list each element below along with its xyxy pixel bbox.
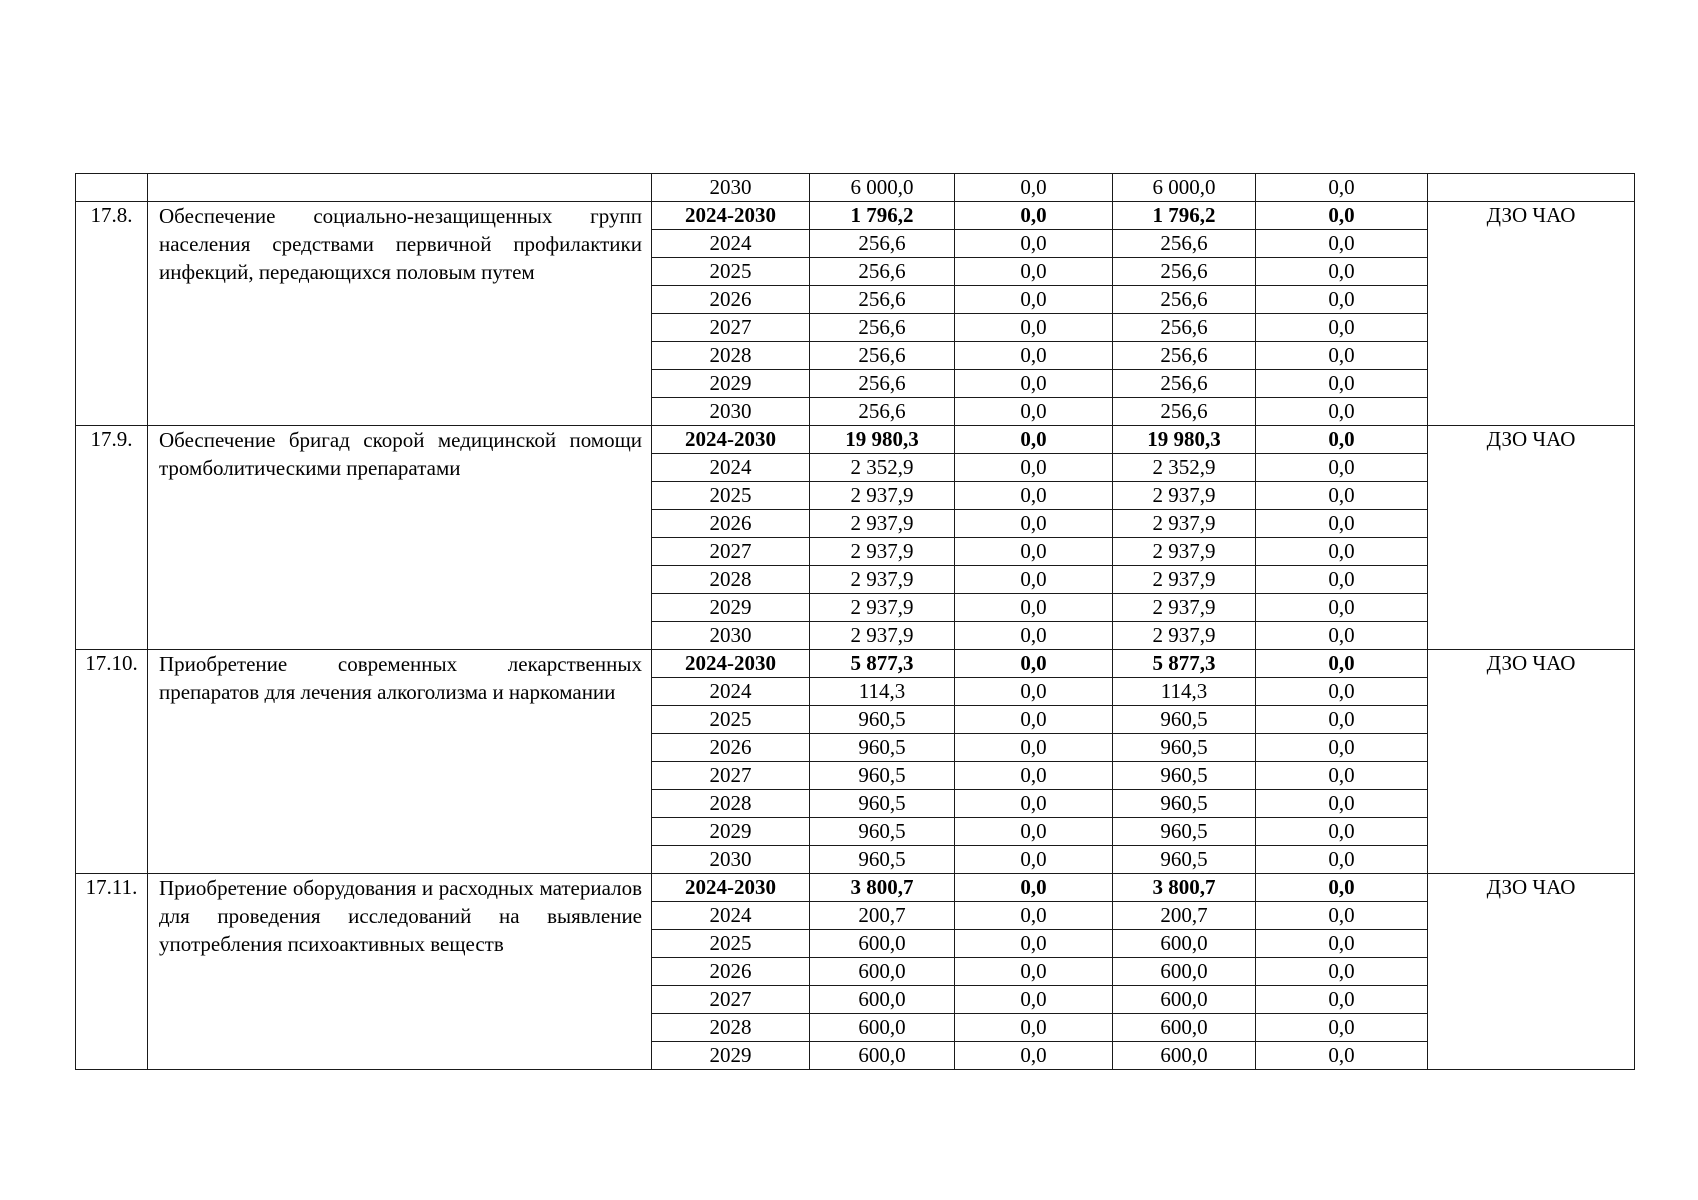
value-cell: 0,0 (955, 594, 1113, 622)
value-cell: 2 937,9 (810, 538, 955, 566)
value-cell: 0,0 (1256, 314, 1428, 342)
value-cell: 2 937,9 (1113, 538, 1256, 566)
period-cell: 2028 (652, 566, 810, 594)
value-cell: 114,3 (1113, 678, 1256, 706)
value-cell: 0,0 (955, 342, 1113, 370)
section-number: 17.9. (76, 426, 148, 650)
value-cell: 0,0 (1256, 958, 1428, 986)
value-cell: 5 877,3 (810, 650, 955, 678)
value-cell: 256,6 (1113, 314, 1256, 342)
value-cell: 960,5 (810, 706, 955, 734)
value-cell: 2 937,9 (810, 566, 955, 594)
value-cell: 960,5 (1113, 846, 1256, 874)
value-cell: 0,0 (1256, 818, 1428, 846)
organization-cell: ДЗО ЧАО (1428, 874, 1635, 1070)
value-cell: 0,0 (1256, 538, 1428, 566)
value-cell: 256,6 (1113, 398, 1256, 426)
table-row (76, 174, 1635, 202)
value-cell: 0,0 (1256, 370, 1428, 398)
period-cell: 2024-2030 (652, 202, 810, 230)
value-cell: 960,5 (1113, 734, 1256, 762)
value-cell: 2 937,9 (810, 622, 955, 650)
section-description: Приобретение оборудования и расходных материалов для проведения исследований на выявление употребления психоактивных веществ (148, 874, 652, 1070)
value-cell: 600,0 (810, 1042, 955, 1070)
value-cell: 0,0 (1256, 874, 1428, 902)
value-cell: 0,0 (1256, 426, 1428, 454)
value-cell: 0,0 (1256, 678, 1428, 706)
period-cell: 2025 (652, 258, 810, 286)
period-cell: 2024 (652, 902, 810, 930)
value-cell: 256,6 (1113, 370, 1256, 398)
value-cell: 0,0 (955, 566, 1113, 594)
period-cell: 2029 (652, 818, 810, 846)
value-cell: 0,0 (955, 482, 1113, 510)
value-cell: 0,0 (955, 874, 1113, 902)
value-cell: 0,0 (955, 734, 1113, 762)
description-cell (148, 174, 652, 202)
value-cell: 0,0 (1256, 510, 1428, 538)
value-cell: 200,7 (810, 902, 955, 930)
organization-cell: ДЗО ЧАО (1428, 650, 1635, 874)
total-row (76, 874, 1635, 902)
value-cell: 256,6 (810, 314, 955, 342)
value-cell: 0,0 (955, 398, 1113, 426)
value-cell: 2 937,9 (1113, 594, 1256, 622)
value-cell: 0,0 (955, 818, 1113, 846)
value-cell: 256,6 (810, 286, 955, 314)
value-cell: 0,0 (955, 846, 1113, 874)
value-cell: 960,5 (1113, 790, 1256, 818)
section-number: 17.11. (76, 874, 148, 1070)
value-cell: 0,0 (1256, 986, 1428, 1014)
period-cell: 2024 (652, 230, 810, 258)
period-cell: 2030 (652, 398, 810, 426)
period-cell: 2027 (652, 986, 810, 1014)
section-description: Приобретение современных лекарственных препаратов для лечения алкоголизма и наркомании (148, 650, 652, 874)
period-cell: 2027 (652, 314, 810, 342)
value-cell: 5 877,3 (1113, 650, 1256, 678)
value-cell: 19 980,3 (1113, 426, 1256, 454)
value-cell: 2 937,9 (1113, 482, 1256, 510)
value-cell: 0,0 (955, 1042, 1113, 1070)
table-body (76, 174, 1635, 1070)
section-description: Обеспечение бригад скорой медицинской помощи тромболитическими препаратами (148, 426, 652, 650)
value-cell: 3 800,7 (1113, 874, 1256, 902)
value-cell: 0,0 (955, 370, 1113, 398)
value-cell: 6 000,0 (1113, 174, 1256, 202)
value-cell: 0,0 (1256, 174, 1428, 202)
value-cell: 0,0 (1256, 650, 1428, 678)
period-cell: 2024-2030 (652, 874, 810, 902)
value-cell: 2 937,9 (1113, 622, 1256, 650)
value-cell: 0,0 (1256, 230, 1428, 258)
period-cell: 2024 (652, 678, 810, 706)
value-cell: 1 796,2 (1113, 202, 1256, 230)
period-cell: 2028 (652, 1014, 810, 1042)
period-cell: 2030 (652, 174, 810, 202)
value-cell: 0,0 (1256, 790, 1428, 818)
value-cell: 2 937,9 (810, 510, 955, 538)
value-cell: 1 796,2 (810, 202, 955, 230)
value-cell: 0,0 (955, 202, 1113, 230)
value-cell: 0,0 (1256, 734, 1428, 762)
value-cell: 2 937,9 (1113, 510, 1256, 538)
value-cell: 0,0 (1256, 1042, 1428, 1070)
value-cell: 960,5 (810, 846, 955, 874)
value-cell: 0,0 (1256, 202, 1428, 230)
organization-cell: ДЗО ЧАО (1428, 426, 1635, 650)
period-cell: 2026 (652, 510, 810, 538)
value-cell: 960,5 (810, 734, 955, 762)
period-cell: 2026 (652, 734, 810, 762)
value-cell: 0,0 (955, 286, 1113, 314)
section-number: 17.8. (76, 202, 148, 426)
period-cell: 2024-2030 (652, 426, 810, 454)
period-cell: 2025 (652, 482, 810, 510)
value-cell: 0,0 (955, 426, 1113, 454)
period-cell: 2026 (652, 286, 810, 314)
period-cell: 2030 (652, 846, 810, 874)
period-cell: 2024-2030 (652, 650, 810, 678)
period-cell: 2028 (652, 342, 810, 370)
value-cell: 6 000,0 (810, 174, 955, 202)
period-cell: 2024 (652, 454, 810, 482)
value-cell: 0,0 (955, 622, 1113, 650)
value-cell: 600,0 (810, 1014, 955, 1042)
value-cell: 2 937,9 (1113, 566, 1256, 594)
value-cell: 256,6 (810, 342, 955, 370)
value-cell: 0,0 (1256, 762, 1428, 790)
organization-cell: ДЗО ЧАО (1428, 202, 1635, 426)
period-cell: 2030 (652, 622, 810, 650)
value-cell: 600,0 (1113, 1014, 1256, 1042)
value-cell: 960,5 (1113, 818, 1256, 846)
value-cell: 0,0 (1256, 566, 1428, 594)
value-cell: 0,0 (955, 986, 1113, 1014)
value-cell: 600,0 (1113, 986, 1256, 1014)
value-cell: 0,0 (955, 678, 1113, 706)
funding-table (75, 173, 1635, 1070)
section-number: 17.10. (76, 650, 148, 874)
value-cell: 0,0 (955, 650, 1113, 678)
period-cell: 2029 (652, 1042, 810, 1070)
section-description: Обеспечение социально-незащищенных групп населения средствами первичной профилактики инфекций, передающихся половым путем (148, 202, 652, 426)
value-cell: 0,0 (1256, 622, 1428, 650)
value-cell: 0,0 (955, 902, 1113, 930)
value-cell: 600,0 (1113, 930, 1256, 958)
value-cell: 0,0 (955, 314, 1113, 342)
value-cell: 0,0 (955, 258, 1113, 286)
value-cell: 0,0 (955, 762, 1113, 790)
value-cell: 0,0 (1256, 846, 1428, 874)
value-cell: 0,0 (955, 930, 1113, 958)
value-cell: 0,0 (955, 174, 1113, 202)
period-cell: 2027 (652, 762, 810, 790)
value-cell: 960,5 (1113, 706, 1256, 734)
total-row (76, 650, 1635, 678)
value-cell: 2 937,9 (810, 482, 955, 510)
value-cell: 960,5 (810, 818, 955, 846)
period-cell: 2029 (652, 594, 810, 622)
value-cell: 0,0 (1256, 902, 1428, 930)
value-cell: 256,6 (810, 230, 955, 258)
value-cell: 0,0 (1256, 286, 1428, 314)
value-cell: 0,0 (1256, 706, 1428, 734)
period-cell: 2025 (652, 706, 810, 734)
value-cell: 0,0 (1256, 342, 1428, 370)
value-cell: 0,0 (1256, 594, 1428, 622)
value-cell: 0,0 (1256, 398, 1428, 426)
value-cell: 256,6 (1113, 342, 1256, 370)
value-cell: 0,0 (1256, 930, 1428, 958)
period-cell: 2027 (652, 538, 810, 566)
value-cell: 600,0 (810, 986, 955, 1014)
value-cell: 0,0 (955, 230, 1113, 258)
value-cell: 256,6 (1113, 258, 1256, 286)
value-cell: 0,0 (955, 958, 1113, 986)
value-cell: 256,6 (1113, 286, 1256, 314)
value-cell: 256,6 (810, 370, 955, 398)
total-row (76, 426, 1635, 454)
value-cell: 114,3 (810, 678, 955, 706)
value-cell: 0,0 (955, 790, 1113, 818)
value-cell: 0,0 (1256, 1014, 1428, 1042)
value-cell: 600,0 (1113, 1042, 1256, 1070)
value-cell: 960,5 (810, 762, 955, 790)
value-cell: 600,0 (1113, 958, 1256, 986)
section-number-cell (76, 174, 148, 202)
period-cell: 2026 (652, 958, 810, 986)
value-cell: 19 980,3 (810, 426, 955, 454)
value-cell: 2 352,9 (1113, 454, 1256, 482)
period-cell: 2028 (652, 790, 810, 818)
value-cell: 200,7 (1113, 902, 1256, 930)
value-cell: 0,0 (1256, 454, 1428, 482)
value-cell: 2 352,9 (810, 454, 955, 482)
value-cell: 256,6 (810, 398, 955, 426)
organization-cell (1428, 174, 1635, 202)
value-cell: 3 800,7 (810, 874, 955, 902)
value-cell: 0,0 (955, 454, 1113, 482)
value-cell: 0,0 (1256, 482, 1428, 510)
value-cell: 0,0 (955, 538, 1113, 566)
total-row (76, 202, 1635, 230)
value-cell: 256,6 (810, 258, 955, 286)
value-cell: 0,0 (1256, 258, 1428, 286)
value-cell: 0,0 (955, 706, 1113, 734)
value-cell: 2 937,9 (810, 594, 955, 622)
value-cell: 960,5 (1113, 762, 1256, 790)
period-cell: 2025 (652, 930, 810, 958)
value-cell: 0,0 (955, 1014, 1113, 1042)
value-cell: 256,6 (1113, 230, 1256, 258)
value-cell: 600,0 (810, 930, 955, 958)
period-cell: 2029 (652, 370, 810, 398)
value-cell: 0,0 (955, 510, 1113, 538)
value-cell: 960,5 (810, 790, 955, 818)
value-cell: 600,0 (810, 958, 955, 986)
